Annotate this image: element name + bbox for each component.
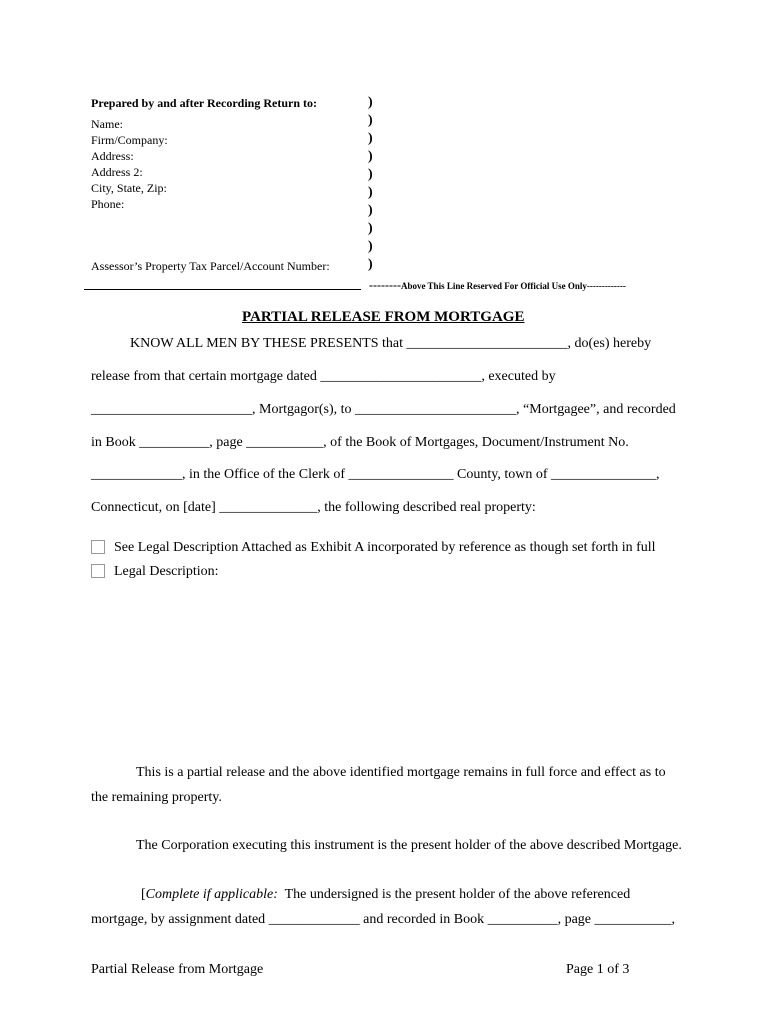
corporation-statement: The Corporation executing this instrument is the present holder of the above described Mortgage.	[136, 838, 682, 853]
reserved-official-use-label	[369, 276, 626, 294]
paren-mark: )	[368, 131, 373, 146]
reserved-text: Above This Line Reserved For Official Use Only-------------	[400, 281, 626, 291]
recording-divider-line	[84, 289, 361, 290]
legal-description-option-label: Legal Description:	[114, 564, 219, 579]
name-field-label: Name:	[91, 117, 123, 131]
assessor-parcel-label: Assessor’s Property Tax Parcel/Account Number:	[91, 259, 330, 273]
paren-mark: )	[368, 185, 373, 200]
firm-field-label: Firm/Company:	[91, 133, 168, 147]
paren-mark: )	[368, 95, 373, 110]
reserved-dashes: --------	[369, 278, 401, 292]
complete-bracket: [	[141, 887, 146, 902]
body-line-6: Connecticut, on [date] ______________, the following described real property:	[91, 500, 536, 515]
legal-description-checkbox[interactable]	[91, 564, 105, 578]
complete-rest: The undersigned is the present holder of the above referenced	[277, 887, 631, 902]
paren-mark: )	[368, 167, 373, 182]
body-line-5: _____________, in the Office of the Clerk of _______________ County, town of _______________,	[91, 467, 660, 482]
paren-mark: )	[368, 113, 373, 128]
paren-mark: )	[368, 203, 373, 218]
exhibit-a-option-label: See Legal Description Attached as Exhibit A incorporated by reference as though set forth in full	[114, 540, 656, 555]
body-line-3: _______________________, Mortgagor(s), to _______________________, “Mortgagee”, and recorded	[91, 402, 676, 417]
document-title: PARTIAL RELEASE FROM MORTGAGE	[242, 309, 525, 325]
complete-if-applicable-line-2: mortgage, by assignment dated _____________ and recorded in Book __________, page ___________,	[91, 912, 676, 927]
paren-mark: )	[368, 149, 373, 164]
exhibit-a-checkbox[interactable]	[91, 540, 105, 554]
partial-release-line-1: This is a partial release and the above identified mortgage remains in full force and effect as to	[136, 765, 666, 780]
complete-if-applicable-italic: Complete if applicable:	[145, 887, 278, 902]
paren-mark: )	[368, 257, 373, 272]
city-state-zip-field-label: City, State, Zip:	[91, 181, 167, 195]
paren-mark: )	[368, 221, 373, 236]
body-line-4: in Book __________, page ___________, of the Book of Mortgages, Document/Instrument No.	[91, 435, 629, 450]
partial-release-line-2: the remaining property.	[91, 790, 222, 805]
footer-document-name: Partial Release from Mortgage	[91, 962, 264, 977]
body-line-2: release from that certain mortgage dated _______________________, executed by	[91, 369, 556, 384]
footer-page-number: Page 1 of 3	[566, 962, 630, 977]
complete-if-applicable-line-1	[141, 887, 630, 903]
phone-field-label: Phone:	[91, 197, 125, 211]
body-line-1: KNOW ALL MEN BY THESE PRESENTS that _______________________, do(es) hereby	[130, 336, 652, 351]
paren-mark: )	[368, 239, 373, 254]
prepared-by-heading: Prepared by and after Recording Return to:	[91, 96, 317, 110]
address2-field-label: Address 2:	[91, 165, 143, 179]
address-field-label: Address:	[91, 149, 134, 163]
